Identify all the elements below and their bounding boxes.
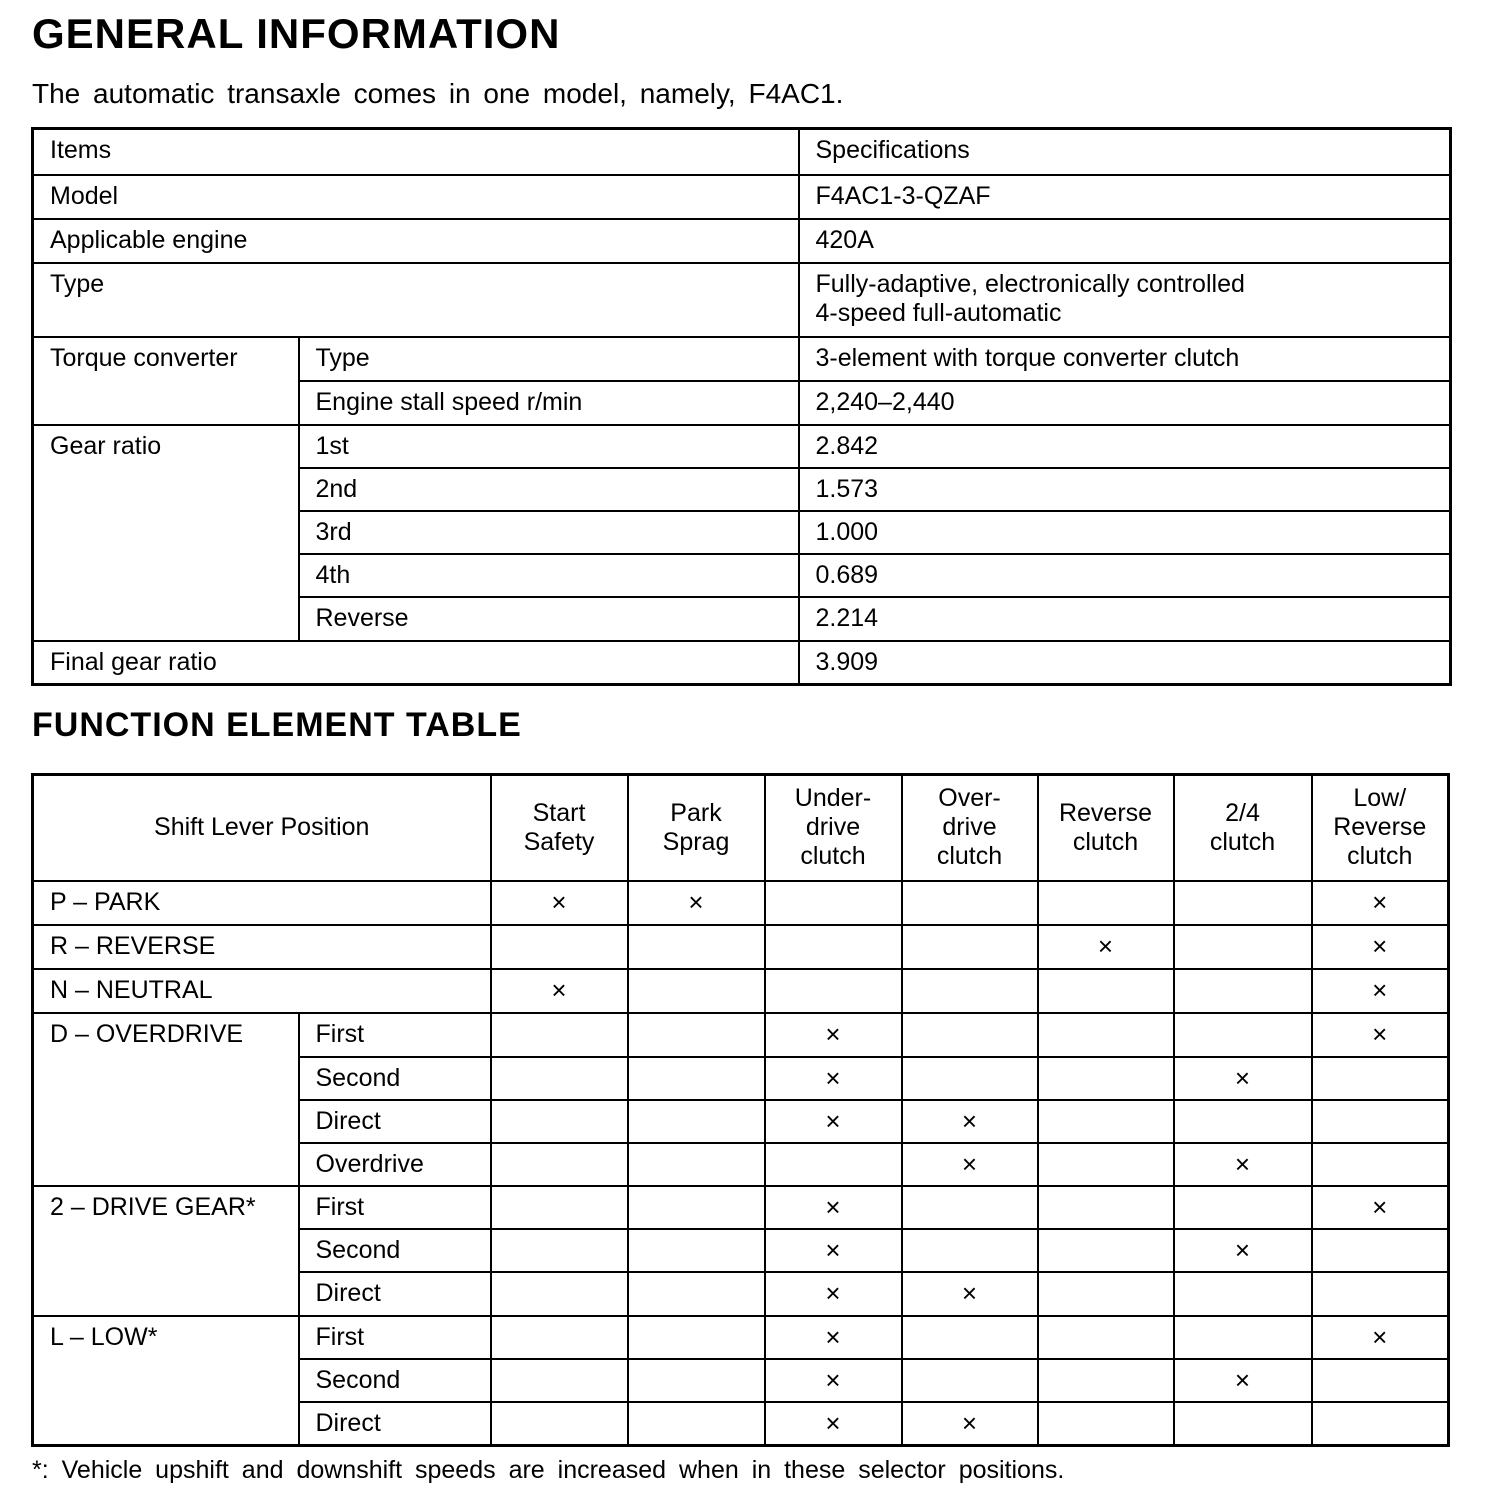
empty-cell: [1038, 1186, 1174, 1229]
x-mark: ×: [1174, 1229, 1312, 1272]
start-safety-header: [491, 775, 628, 881]
position-drive-gear: 2 – DRIVE GEAR*: [33, 1186, 299, 1316]
final-gear-label: Final gear ratio: [33, 641, 799, 685]
gear-name: 3rd: [299, 511, 799, 554]
sub-overdrive: Overdrive: [299, 1143, 491, 1186]
empty-cell: [628, 1359, 765, 1402]
empty-cell: [628, 1186, 765, 1229]
x-mark: ×: [1312, 881, 1449, 925]
x-mark: ×: [765, 1100, 902, 1143]
sub-first: First: [299, 1013, 491, 1057]
position-neutral: N – NEUTRAL: [33, 969, 491, 1013]
specifications-header: Specifications: [799, 129, 1451, 175]
gear-value: 2.842: [799, 425, 1451, 468]
empty-cell: [1038, 1272, 1174, 1316]
empty-cell: [1312, 1272, 1449, 1316]
header-line: Low/: [1353, 784, 1407, 813]
empty-cell: [765, 969, 902, 1013]
spec-row: [33, 175, 1451, 219]
empty-cell: [1174, 1402, 1312, 1446]
engine-label: Applicable engine: [33, 219, 799, 263]
empty-cell: [628, 1316, 765, 1359]
sub-second: Second: [299, 1359, 491, 1402]
tc-type-label: Type: [299, 337, 799, 381]
x-mark: ×: [1312, 969, 1449, 1013]
park-sprag-header: [628, 775, 765, 881]
header-line: 2/4: [1225, 798, 1260, 827]
x-mark: ×: [902, 1402, 1038, 1446]
spec-row: [33, 425, 1451, 468]
empty-cell: [491, 925, 628, 969]
function-header-row: [33, 775, 1449, 881]
position-park: P – PARK: [33, 881, 491, 925]
sub-direct: Direct: [299, 1402, 491, 1446]
empty-cell: [902, 1316, 1038, 1359]
empty-cell: [628, 969, 765, 1013]
tc-type-value: 3-element with torque converter clutch: [799, 337, 1451, 381]
empty-cell: [628, 1013, 765, 1057]
gear-value: 1.573: [799, 468, 1451, 511]
header-line: Under-: [794, 784, 872, 813]
gear-value: 1.000: [799, 511, 1451, 554]
spec-row: [33, 263, 1451, 337]
function-row: [33, 1316, 1449, 1359]
empty-cell: [765, 1143, 902, 1186]
spec-row: [33, 337, 1451, 381]
gear-ratio-label: Gear ratio: [33, 425, 299, 641]
empty-cell: [628, 1272, 765, 1316]
header-line: Park: [670, 798, 722, 827]
empty-cell: [765, 881, 902, 925]
function-row: [33, 1186, 1449, 1229]
header-line: clutch: [800, 842, 866, 871]
gear-name: Reverse: [299, 597, 799, 641]
spec-row: [33, 641, 1451, 685]
x-mark: ×: [1174, 1057, 1312, 1100]
x-mark: ×: [902, 1272, 1038, 1316]
function-element-table: [31, 773, 1450, 1447]
x-mark: ×: [765, 1057, 902, 1100]
empty-cell: [1038, 1143, 1174, 1186]
empty-cell: [491, 1402, 628, 1446]
model-label: Model: [33, 175, 799, 219]
empty-cell: [628, 1100, 765, 1143]
function-row: [33, 969, 1449, 1013]
empty-cell: [1038, 1402, 1174, 1446]
x-mark: ×: [1174, 1359, 1312, 1402]
gear-name: 4th: [299, 554, 799, 597]
function-row: [33, 881, 1449, 925]
empty-cell: [491, 1316, 628, 1359]
empty-cell: [491, 1229, 628, 1272]
empty-cell: [628, 1402, 765, 1446]
x-mark: ×: [491, 969, 628, 1013]
empty-cell: [491, 1186, 628, 1229]
footnote: *: Vehicle upshift and downshift speeds are increased when in these selector positions.: [32, 1456, 1065, 1484]
underdrive-clutch-header: [765, 775, 902, 881]
x-mark: ×: [628, 881, 765, 925]
empty-cell: [628, 1057, 765, 1100]
empty-cell: [902, 1359, 1038, 1402]
empty-cell: [1312, 1229, 1449, 1272]
empty-cell: [491, 1359, 628, 1402]
empty-cell: [1038, 1316, 1174, 1359]
gear-name: 1st: [299, 425, 799, 468]
empty-cell: [1038, 1359, 1174, 1402]
empty-cell: [1174, 1013, 1312, 1057]
empty-cell: [1174, 1316, 1312, 1359]
header-line: drive: [805, 813, 861, 842]
reverse-clutch-header: [1038, 775, 1174, 881]
gear-name: 2nd: [299, 468, 799, 511]
empty-cell: [1038, 1057, 1174, 1100]
function-table-title: FUNCTION ELEMENT TABLE: [32, 706, 522, 744]
final-gear-value: 3.909: [799, 641, 1451, 685]
sub-first: First: [299, 1316, 491, 1359]
gear-value: 2.214: [799, 597, 1451, 641]
shift-lever-header: Shift Lever Position: [33, 775, 491, 881]
empty-cell: [1174, 969, 1312, 1013]
x-mark: ×: [1174, 1143, 1312, 1186]
empty-cell: [1312, 1143, 1449, 1186]
header-line: clutch: [1072, 827, 1139, 856]
header-line: Reverse: [1333, 813, 1427, 842]
empty-cell: [628, 1143, 765, 1186]
function-row: [33, 925, 1449, 969]
empty-cell: [902, 925, 1038, 969]
empty-cell: [1174, 1272, 1312, 1316]
tc-stall-value: 2,240–2,440: [799, 381, 1451, 425]
two-four-clutch-header: [1174, 775, 1312, 881]
x-mark: ×: [1312, 1013, 1449, 1057]
items-header: Items: [33, 129, 799, 175]
intro-text: The automatic transaxle comes in one model, namely, F4AC1.: [32, 78, 844, 109]
engine-value: 420A: [799, 219, 1451, 263]
x-mark: ×: [765, 1186, 902, 1229]
position-reverse: R – REVERSE: [33, 925, 491, 969]
sub-second: Second: [299, 1229, 491, 1272]
x-mark: ×: [765, 1402, 902, 1446]
spec-row: [33, 219, 1451, 263]
torque-converter-label: Torque converter: [33, 337, 299, 425]
tc-stall-label: Engine stall speed r/min: [299, 381, 799, 425]
x-mark: ×: [902, 1143, 1038, 1186]
model-value: F4AC1-3-QZAF: [799, 175, 1451, 219]
header-line: Safety: [523, 827, 595, 856]
empty-cell: [902, 969, 1038, 1013]
empty-cell: [491, 1143, 628, 1186]
empty-cell: [902, 881, 1038, 925]
empty-cell: [902, 1013, 1038, 1057]
header-line: Start: [532, 798, 586, 827]
empty-cell: [1038, 1100, 1174, 1143]
overdrive-clutch-header: [902, 775, 1038, 881]
sub-first: First: [299, 1186, 491, 1229]
function-row: [33, 1013, 1449, 1057]
header-line: clutch: [1209, 827, 1276, 856]
empty-cell: [1312, 1402, 1449, 1446]
spec-header-row: [33, 129, 1451, 175]
x-mark: ×: [765, 1316, 902, 1359]
empty-cell: [1312, 1057, 1449, 1100]
header-line: Sprag: [662, 827, 730, 856]
header-line: drive: [942, 813, 997, 842]
sub-direct: Direct: [299, 1100, 491, 1143]
x-mark: ×: [902, 1100, 1038, 1143]
empty-cell: [491, 1013, 628, 1057]
x-mark: ×: [491, 881, 628, 925]
empty-cell: [491, 1100, 628, 1143]
x-mark: ×: [1038, 925, 1174, 969]
empty-cell: [1038, 881, 1174, 925]
header-line: clutch: [1347, 842, 1413, 871]
empty-cell: [1038, 969, 1174, 1013]
type-value-line2: 4-speed full-automatic: [815, 298, 1062, 327]
position-overdrive: D – OVERDRIVE: [33, 1013, 299, 1186]
empty-cell: [902, 1229, 1038, 1272]
header-line: Reverse: [1058, 798, 1153, 827]
specifications-table: [31, 127, 1452, 686]
empty-cell: [1038, 1013, 1174, 1057]
empty-cell: [1174, 925, 1312, 969]
type-label: Type: [33, 263, 799, 337]
empty-cell: [491, 1272, 628, 1316]
empty-cell: [628, 1229, 765, 1272]
empty-cell: [628, 925, 765, 969]
x-mark: ×: [765, 1272, 902, 1316]
empty-cell: [1174, 1186, 1312, 1229]
x-mark: ×: [1312, 925, 1449, 969]
type-value: [799, 263, 1451, 337]
sub-direct: Direct: [299, 1272, 491, 1316]
x-mark: ×: [1312, 1316, 1449, 1359]
empty-cell: [1312, 1100, 1449, 1143]
empty-cell: [1312, 1359, 1449, 1402]
x-mark: ×: [1312, 1186, 1449, 1229]
header-line: clutch: [936, 842, 1003, 871]
x-mark: ×: [765, 1013, 902, 1057]
gear-value: 0.689: [799, 554, 1451, 597]
type-value-line1: Fully-adaptive, electronically controlled: [815, 269, 1245, 298]
empty-cell: [902, 1186, 1038, 1229]
x-mark: ×: [765, 1359, 902, 1402]
empty-cell: [1038, 1229, 1174, 1272]
empty-cell: [1174, 1100, 1312, 1143]
empty-cell: [491, 1057, 628, 1100]
low-reverse-clutch-header: [1312, 775, 1449, 881]
empty-cell: [1174, 881, 1312, 925]
empty-cell: [902, 1057, 1038, 1100]
sub-second: Second: [299, 1057, 491, 1100]
empty-cell: [765, 925, 902, 969]
x-mark: ×: [765, 1229, 902, 1272]
general-information-title: GENERAL INFORMATION: [32, 10, 561, 57]
position-low: L – LOW*: [33, 1316, 299, 1446]
header-line: Over-: [938, 784, 1001, 813]
